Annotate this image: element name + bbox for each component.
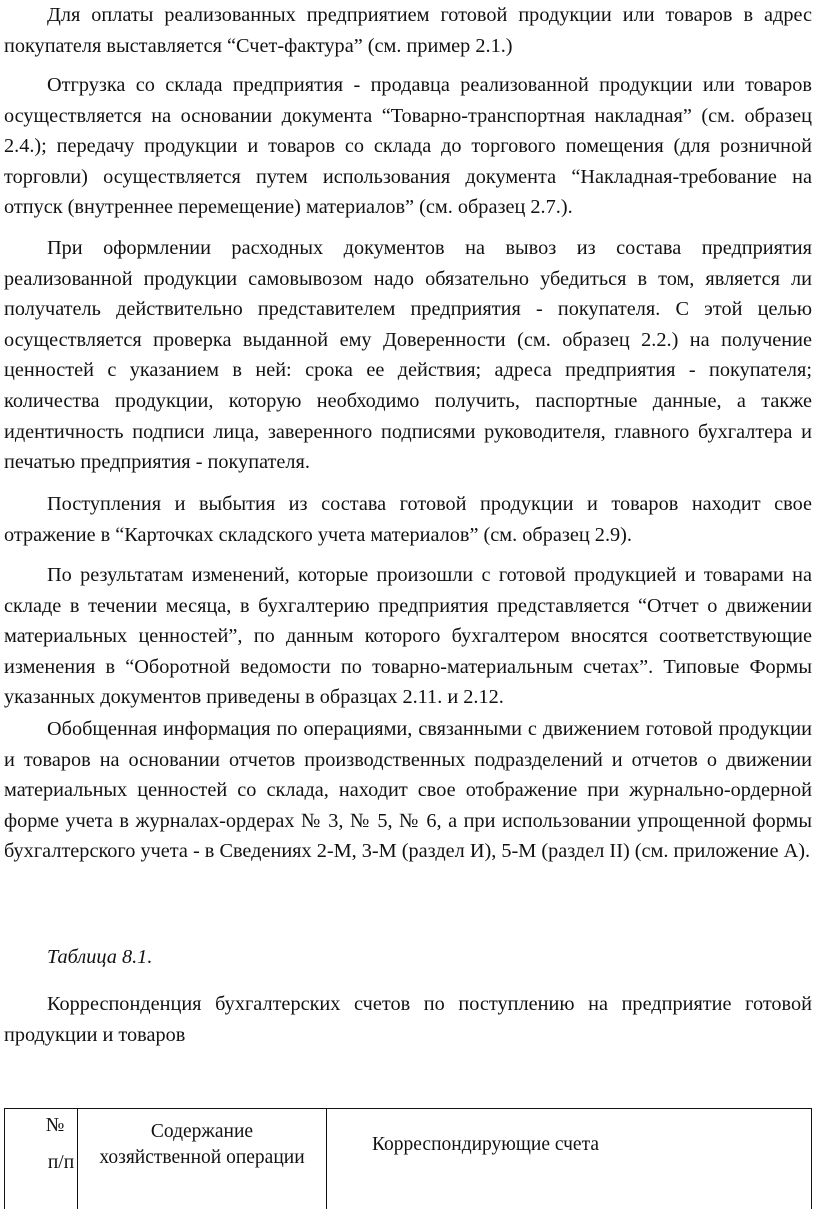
table-label: Таблица 8.1. [47,946,153,968]
table-header-number [5,1109,78,1209]
paragraph-stock-cards: Поступления и выбытия из состава готовой продукции и товаров находит свое отражение в “Карточках складского учета материалов” (см. образец 2.9). [4,493,812,546]
accounts-table [4,1108,812,1209]
table-header-accounts [327,1109,811,1209]
header-number-sign: № [45,1115,65,1136]
paragraph-journal-orders: Обобщенная информация по операциями, связанными с движением готовой продукции и товаров на основании отчетов производственных подразделений и отчетов о движении материальных ценностей со склада, находит свое отображение при журнально-ордерной форме учета в журналах-ордерах № 3, № 5, № 6, а при использовании упрощенной формы бухгалтерского учета - в Сведениях 2-М, 3-М (раздел И), 5-М (раздел II) (см. приложение А). [4,718,812,863]
paragraph-power-of-attorney: При оформлении расходных документов на вывоз из состава предприятия реализованной продукции самовывозом надо обязательно убедиться в том, является ли получатель действительно представителем предприятия - покупателя. С этой целью осуществляется проверка выданной ему Доверенности (см. образец 2.2.) на получение ценностей с указанием в ней: срока ее действия; адреса предприятия - покупателя; количества продукции, которую необходимо получить, паспортные данные, а также идентичность подписи лица, заверенного подписями руководителя, главного бухгалтера и печатью предприятия - покупателя. [4,237,812,474]
paragraph-shipment: Отгрузка со склада предприятия - продавца реализованной продукции или товаров осуществляется на основании документа “Товарно-транспортная накладная” (см. образец 2.4.); передачу продукции и товаров со склада до торгового помещения (для розничной торговли) осуществляется путем использования документа “Накладная-требование на отпуск (внутреннее перемещение) материалов” (см. образец 2.7.). [4,74,812,219]
header-operation-line1: Содержание [150,1121,254,1142]
header-operation-line2: хозяйственной операции [99,1147,305,1168]
paragraph-movement-report: По результатам изменений, которые произошли с готовой продукцией и товарами на складе в течении месяца, в бухгалтерию предприятия представляется “Отчет о движении материальных ценностей”, по данным которого бухгалтером вносятся соответствующие изменения в “Оборотной ведомости по товарно-материальным счетах”. Типовые Формы указанных документов приведены в образцах 2.11. и 2.12. [4,564,812,709]
table-title: Корреспонденция бухгалтерских счетов по поступлению на предприятие готовой продукции и товаров [4,993,812,1046]
paragraph-invoice: Для оплаты реализованных предприятием готовой продукции или товаров в адрес покупателя выставляется “Счет-фактура” (см. пример 2.1.) [4,4,812,57]
header-accounts-label: Корреспондирующие счета [372,1134,599,1155]
header-number-abbrev: п/п [47,1152,75,1173]
table-header-operation [79,1109,327,1209]
